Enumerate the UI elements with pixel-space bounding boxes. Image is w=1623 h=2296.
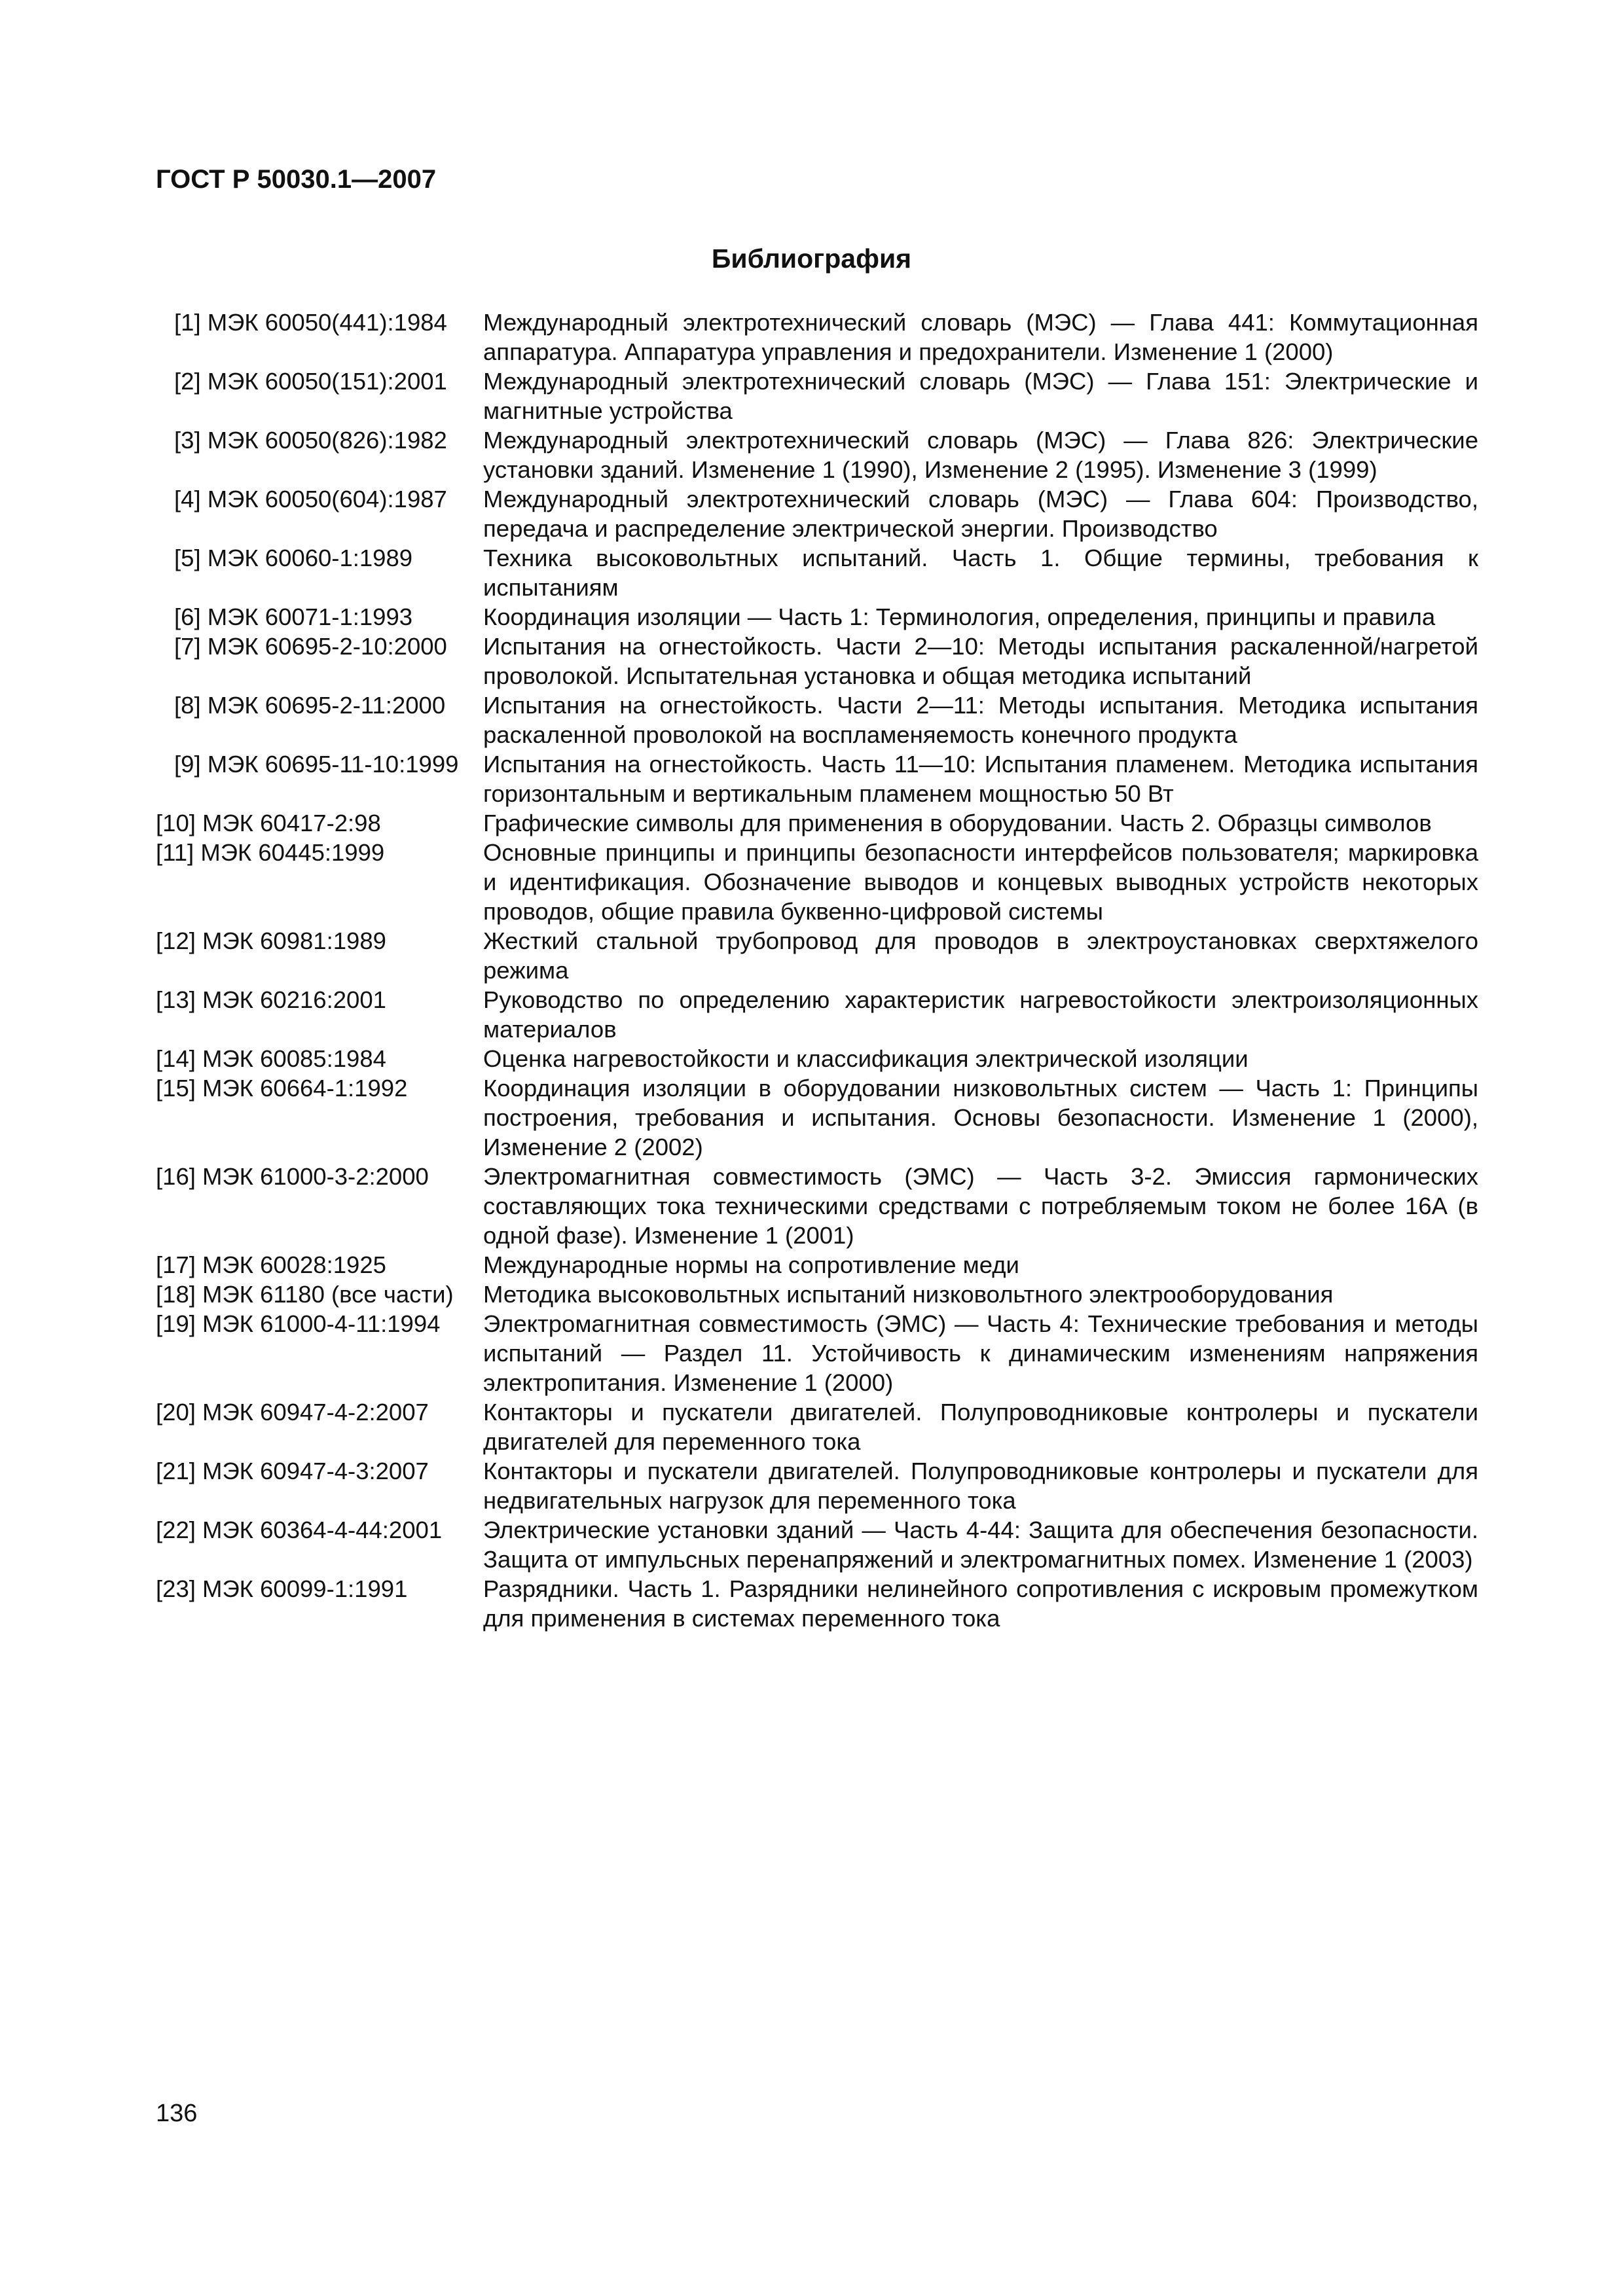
bibliography-reference [156, 1309, 483, 1338]
bibliography-reference [156, 926, 483, 956]
bibliography-entry [156, 1162, 1478, 1250]
bibliography-title: Международный электротехнический словарь (МЭС) — Глава 604: Производство, передача и распределение электрической энергии. Производство [483, 486, 1478, 542]
bibliography-reference [156, 1280, 483, 1309]
bibliography-number: [22] [156, 1516, 196, 1543]
bibliography-number: [16] [156, 1163, 196, 1190]
bibliography-reference [156, 367, 483, 396]
bibliography-reference [156, 1162, 483, 1191]
bibliography-number: [17] [156, 1251, 196, 1278]
bibliography-title: Международный электротехнический словарь (МЭС) — Глава 441: Коммутационная аппаратура. Аппаратура управления и предохранители. Изменение 1 (2000) [483, 309, 1478, 365]
bibliography-number: [4] [174, 486, 201, 512]
bibliography-entry [156, 1044, 1478, 1073]
bibliography-standard-code: МЭК 60981:1989 [202, 927, 386, 954]
bibliography-reference [156, 691, 483, 720]
bibliography-number: [23] [156, 1575, 196, 1602]
bibliography-number: [2] [174, 368, 201, 395]
bibliography-entry [156, 484, 1478, 543]
bibliography-number: [20] [156, 1399, 196, 1426]
bibliography-standard-code: МЭК 60664-1:1992 [202, 1075, 408, 1102]
bibliography-number: [14] [156, 1045, 196, 1072]
bibliography-entry [156, 308, 1478, 367]
bibliography-standard-code: МЭК 60099-1:1991 [202, 1575, 408, 1602]
bibliography-standard-code: МЭК 60695-2-10:2000 [207, 633, 447, 660]
bibliography-title: Международные нормы на сопротивление меди [483, 1251, 1019, 1278]
bibliography-standard-code: МЭК 60085:1984 [202, 1045, 386, 1072]
bibliography-standard-code: МЭК 60445:1999 [200, 839, 385, 866]
bibliography-title: Основные принципы и принципы безопасности интерфейсов пользователя; маркировка и идентификация. Обозначение выводов и концевых выводных устройств некоторых проводов, общие правила буквенно-цифровой системы [483, 839, 1478, 925]
bibliography-number: [21] [156, 1458, 196, 1484]
bibliography-title: Контакторы и пускатели двигателей. Полупроводниковые контролеры и пускатели для недвигательных нагрузок для переменного тока [483, 1458, 1478, 1514]
bibliography-title: Разрядники. Часть 1. Разрядники нелинейного сопротивления с искровым промежутком для применения в системах переменного тока [483, 1575, 1478, 1632]
page-number: 136 [156, 2100, 198, 2127]
bibliography-title: Техника высоковольтных испытаний. Часть 1. Общие термины, требования к испытаниям [483, 545, 1478, 601]
bibliography-title: Электрические установки зданий — Часть 4-44: Защита для обеспечения безопасности. Защита от импульсных перенапряжений и электромагнитных помех. Изменение 1 (2003) [483, 1516, 1478, 1573]
bibliography-standard-code: МЭК 60695-11-10:1999 [207, 751, 459, 778]
bibliography-standard-code: МЭК 60050(441):1984 [207, 309, 447, 336]
bibliography-reference [156, 808, 483, 838]
section-title: Библиография [711, 243, 912, 274]
bibliography-standard-code: МЭК 60060-1:1989 [207, 545, 413, 571]
bibliography-standard-code: МЭК 60417-2:98 [202, 810, 381, 836]
bibliography-entry [156, 425, 1478, 484]
bibliography-title: Международный электротехнический словарь (МЭС) — Глава 826: Электрические установки зданий. Изменение 1 (1990), Изменение 2 (1995). Изменение 3 (1999) [483, 427, 1478, 483]
bibliography-title: Электромагнитная совместимость (ЭМС) — Часть 4: Технические требования и методы испытаний — Раздел 11. Устойчивость к динамическим изменениям напряжения электропитания. Изменение 1 (2000) [483, 1310, 1478, 1396]
bibliography-title: Координация изоляции — Часть 1: Терминология, определения, принципы и правила [483, 603, 1436, 630]
bibliography-title: Жесткий стальной трубопровод для проводов в электроустановках сверхтяжелого режима [483, 927, 1478, 984]
bibliography-reference [156, 838, 483, 867]
bibliography-reference [156, 1250, 483, 1280]
bibliography-number: [9] [174, 751, 201, 778]
bibliography-reference [156, 602, 483, 632]
bibliography-number: [5] [174, 545, 201, 571]
bibliography-reference [156, 543, 483, 573]
bibliography-reference [156, 632, 483, 661]
bibliography-standard-code: МЭК 60216:2001 [202, 986, 386, 1013]
bibliography-standard-code: МЭК 60071-1:1993 [207, 603, 413, 630]
bibliography-number: [10] [156, 810, 196, 836]
bibliography-title: Испытания на огнестойкость. Часть 11—10: Испытания пламенем. Методика испытания горизонтальным и вертикальным пламенем мощностью 50 Вт [483, 751, 1478, 807]
bibliography-standard-code: МЭК 60050(604):1987 [207, 486, 447, 512]
bibliography-reference [156, 1397, 483, 1427]
bibliography-title: Испытания на огнестойкость. Части 2—10: Методы испытания раскаленной/нагретой проволокой. Испытательная установка и общая методика испытаний [483, 633, 1478, 689]
bibliography-entry [156, 602, 1478, 632]
bibliography-title: Контакторы и пускатели двигателей. Полупроводниковые контролеры и пускатели двигателей для переменного тока [483, 1399, 1478, 1455]
bibliography-entry [156, 367, 1478, 425]
bibliography-reference [156, 1574, 483, 1604]
bibliography-entry [156, 1456, 1478, 1515]
bibliography-entry [156, 1280, 1478, 1309]
bibliography-standard-code: МЭК 60050(826):1982 [207, 427, 447, 454]
bibliography-standard-code: МЭК 61180 (все части) [202, 1281, 454, 1308]
bibliography-list [156, 308, 1478, 1633]
bibliography-title: Электромагнитная совместимость (ЭМС) — Часть 3-2. Эмиссия гармонических составляющих тока техническими средствами с потребляемым током не более 16А (в одной фазе). Изменение 1 (2001) [483, 1163, 1478, 1249]
bibliography-title: Методика высоковольтных испытаний низковольтного электрооборудования [483, 1281, 1334, 1308]
bibliography-title: Оценка нагревостойкости и классификация электрической изоляции [483, 1045, 1249, 1072]
bibliography-title: Испытания на огнестойкость. Части 2—11: Методы испытания. Методика испытания раскаленной проволокой на воспламеняемость конечного продукта [483, 692, 1478, 748]
bibliography-number: [11] [156, 839, 194, 866]
bibliography-reference [156, 749, 483, 779]
bibliography-entry [156, 543, 1478, 602]
bibliography-number: [13] [156, 986, 196, 1013]
bibliography-entry [156, 691, 1478, 749]
bibliography-entry [156, 1397, 1478, 1456]
bibliography-entry [156, 985, 1478, 1044]
bibliography-reference [156, 1515, 483, 1545]
bibliography-entry [156, 632, 1478, 691]
bibliography-entry [156, 926, 1478, 985]
bibliography-title: Руководство по определению характеристик нагревостойкости электроизоляционных материалов [483, 986, 1478, 1043]
bibliography-standard-code: МЭК 60028:1925 [202, 1251, 386, 1278]
bibliography-entry [156, 808, 1478, 838]
bibliography-entry [156, 1574, 1478, 1633]
bibliography-standard-code: МЭК 60364-4-44:2001 [202, 1516, 443, 1543]
bibliography-number: [7] [174, 633, 201, 660]
bibliography-standard-code: МЭК 61000-3-2:2000 [202, 1163, 429, 1190]
bibliography-title: Международный электротехнический словарь (МЭС) — Глава 151: Электрические и магнитные устройства [483, 368, 1478, 424]
bibliography-reference [156, 425, 483, 455]
bibliography-number: [6] [174, 603, 201, 630]
bibliography-standard-code: МЭК 60695-2-11:2000 [207, 692, 446, 719]
bibliography-number: [15] [156, 1075, 196, 1102]
bibliography-title: Графические символы для применения в оборудовании. Часть 2. Образцы символов [483, 810, 1432, 836]
standard-id-header: ГОСТ Р 50030.1—2007 [156, 165, 437, 194]
bibliography-standard-code: МЭК 60947-4-3:2007 [202, 1458, 429, 1484]
bibliography-standard-code: МЭК 60050(151):2001 [207, 368, 447, 395]
bibliography-entry [156, 749, 1478, 808]
bibliography-number: [8] [174, 692, 201, 719]
bibliography-entry [156, 1250, 1478, 1280]
bibliography-reference [156, 308, 483, 337]
bibliography-title: Координация изоляции в оборудовании низковольтных систем — Часть 1: Принципы построения, требования и испытания. Основы безопасности. Изменение 1 (2000), Изменение 2 (2002) [483, 1075, 1478, 1160]
bibliography-reference [156, 1456, 483, 1486]
bibliography-number: [3] [174, 427, 201, 454]
bibliography-reference [156, 1044, 483, 1073]
bibliography-reference [156, 985, 483, 1014]
bibliography-reference [156, 1073, 483, 1103]
bibliography-number: [12] [156, 927, 196, 954]
bibliography-entry [156, 1309, 1478, 1397]
bibliography-number: [1] [174, 309, 201, 336]
bibliography-number: [19] [156, 1310, 196, 1337]
bibliography-entry [156, 1073, 1478, 1162]
bibliography-reference [156, 484, 483, 514]
bibliography-standard-code: МЭК 60947-4-2:2007 [202, 1399, 429, 1426]
bibliography-number: [18] [156, 1281, 196, 1308]
bibliography-entry [156, 1515, 1478, 1574]
bibliography-standard-code: МЭК 61000-4-11:1994 [202, 1310, 441, 1337]
bibliography-entry [156, 838, 1478, 926]
